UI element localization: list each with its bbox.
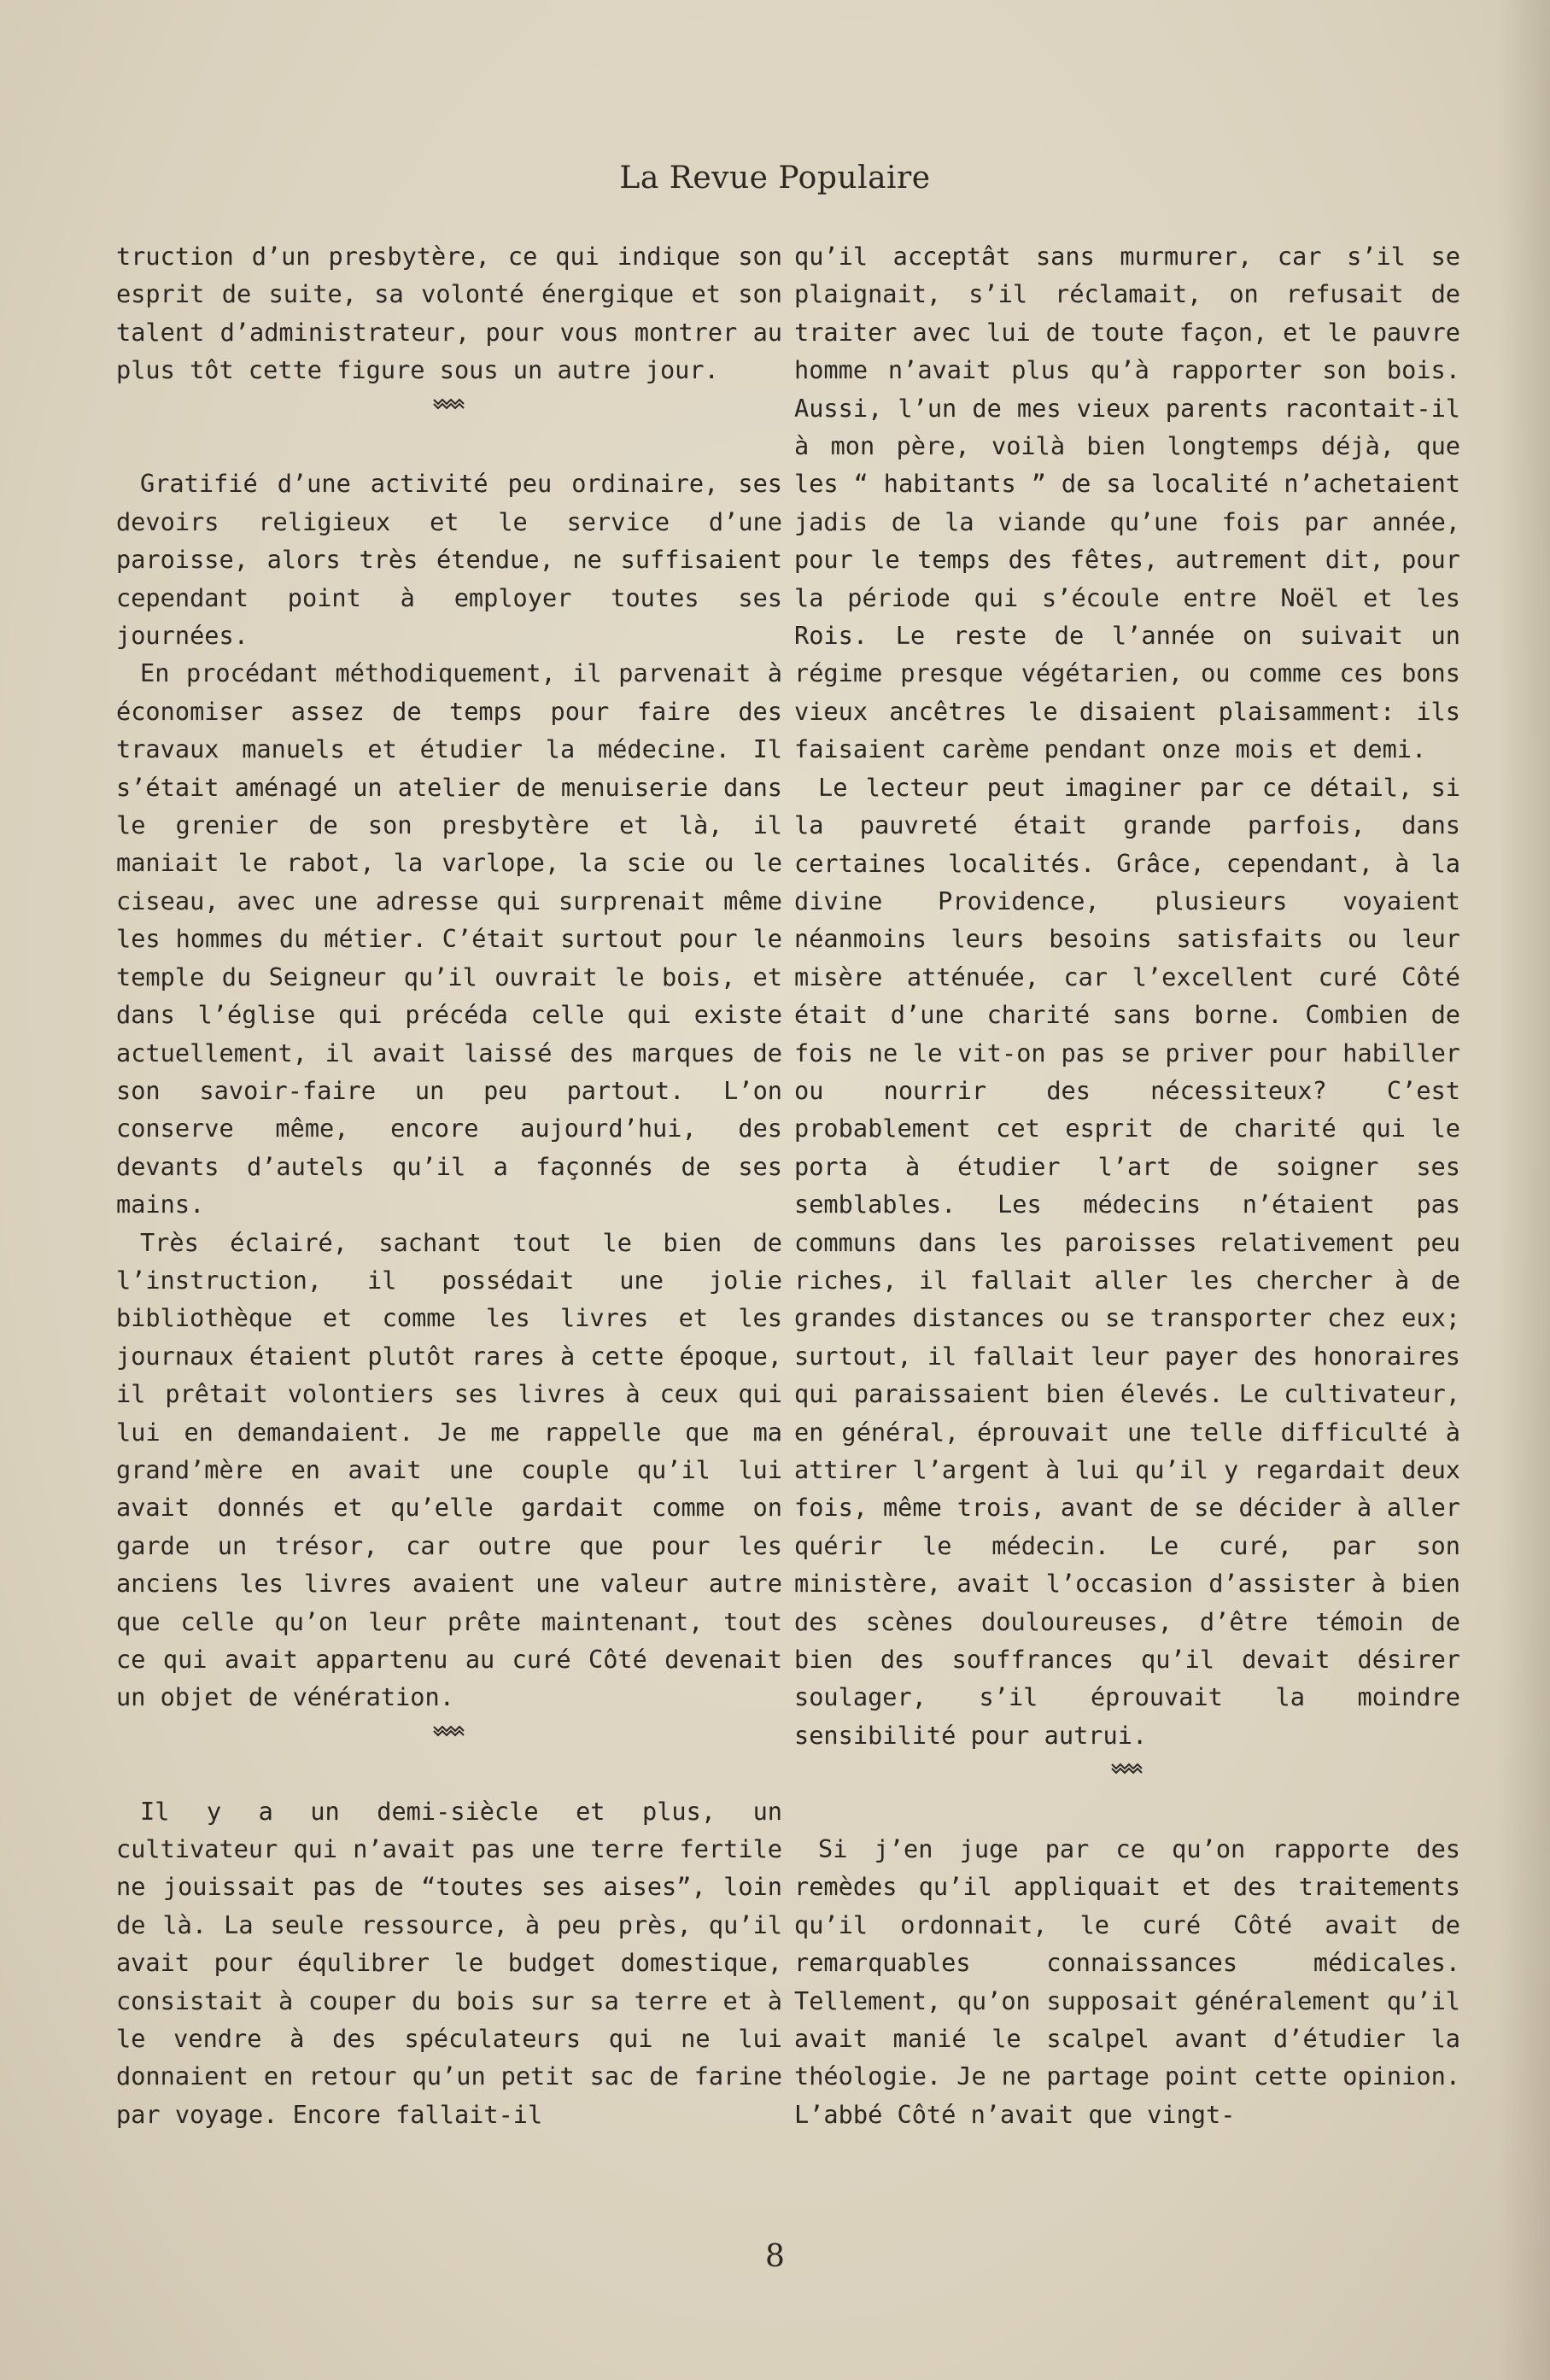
paragraph: truction d’un presbytère, ce qui indique son esprit de suite, sa volonté énergique et son talent d’administrateur, pour vous montrer au plus tôt cette figure sous un autre jour. (116, 242, 782, 385)
left-column (116, 237, 782, 2133)
paragraph: Si j’en juge par ce qu’on rapporte des remèdes qu’il appliquait et des traitements qu’il ordonnait, le curé Côté avait de remarquables connaissances médicales. Tellement, qu’on supposait généralement qu’il avait manié le scalpel avant d’étudier la théologie. Je ne partage point cette opinion. L’abbé Côté n’avait que vingt- (794, 1834, 1460, 2129)
zigzag-ornament-icon (432, 1723, 466, 1737)
zigzag-ornament-icon (1110, 1761, 1144, 1775)
section-separator (116, 1716, 782, 1792)
right-column (794, 237, 1460, 2133)
page-number: 8 (765, 2239, 785, 2274)
section-separator (794, 1754, 1460, 1830)
paragraph: Il y a un demi-siècle et plus, un cultivateur qui n’avait pas une terre fertile ne jouissait pas de “toutes ses aises”, loin de là. La seule ressource, à peu près, qu’il avait pour équlibrer le budget domestique, consistait à couper du bois sur sa terre et à le vendre à des spéculateurs qui ne lui donnaient en retour qu’un petit sac de farine par voyage. Encore fallait-il (116, 1796, 782, 2129)
paragraph: Le lecteur peut imaginer par ce détail, si la pauvreté était grande parfois, dans certaines localités. Grâce, cependant, à la divine Providence, plusieurs voyaient néanmoins leurs besoins satisfaits ou leur misère atténuée, car l’excellent curé Côté était d’une charité sans borne. Combien de fois ne le vit-on pas se priver pour habiller ou nourrir des nécessiteux? C’est probablement cet esprit de charité qui le porta à étudier l’art de soigner ses semblables. Les médecins n’étaient pas communs dans les paroisses relativement peu riches, il fallait aller les chercher à de grandes distances ou se transporter chez eux; surtout, il fallait leur payer des honoraires qui paraissaient bien élevés. Le cultivateur, en général, éprouvait une telle difficulté à attirer l’argent à lui qu’il y regardait deux fois, même trois, avant de se décider à aller quérir le médecin. Le curé, par son ministère, avait l’occasion d’assister à bien des scènes douloureuses, d’être témoin de bien des souffrances qu’il devait désirer soulager, s’il éprouvait la moindre sensibilité pour autrui. (794, 772, 1460, 1750)
section-separator (116, 389, 782, 465)
running-head: La Revue Populaire (619, 161, 931, 196)
paragraph: Gratifié d’une activité peu ordinaire, ses devoirs religieux et le service d’une paroisse, alors très étendue, ne suffisaient cependant point à employer toutes ses journées. (116, 469, 782, 651)
paragraph: En procédant méthodiquement, il parvenait à économiser assez de temps pour faire des travaux manuels et étudier la médecine. Il s’était aménagé un atelier de menuiserie dans le grenier de son presbytère et là, il maniait le rabot, la varlope, la scie ou le ciseau, avec une adresse qui surprenait même les hommes du métier. C’était surtout pour le temple du Seigneur qu’il ouvrait le bois, et dans l’église qui précéda celle qui existe actuellement, il avait laissé des marques de son savoir-faire un peu partout. L’on conserve même, encore aujourd’hui, des devants d’autels qu’il a façonnés de ses mains. (116, 658, 782, 1219)
page-edge-shadow (1499, 0, 1550, 2380)
paragraph: Très éclairé, sachant tout le bien de l’instruction, il possédait une jolie bibliothèque et comme les livres et les journaux étaient plutôt rares à cette époque, il prêtait volontiers ses livres à ceux qui lui en demandaient. Je me rappelle que ma grand’mère en avait une couple qu’il lui avait donnés et qu’elle gardait comme on garde un trésor, car outre que pour les anciens les livres avaient une valeur autre que celle qu’on leur prête maintenant, tout ce qui avait appartenu au curé Côté devenait un objet de vénération. (116, 1227, 782, 1712)
zigzag-ornament-icon (432, 396, 466, 410)
paragraph: qu’il acceptât sans murmurer, car s’il se plaignait, s’il réclamait, on refusait de traiter avec lui de toute façon, et le pauvre homme n’avait plus qu’à rapporter son bois. Aussi, l’un de mes vieux parents racontait-il à mon père, voilà bien longtemps déjà, que les “ habitants ” de sa localité n’achetaient jadis de la viande qu’une fois par année, pour le temps des fêtes, autrement dit, pour la période qui s’écoule entre Noël et les Rois. Le reste de l’année on suivait un régime presque végétarien, ou comme ces bons vieux ancêtres le disaient plaisamment: ils faisaient carème pendant onze mois et demi. (794, 242, 1460, 764)
